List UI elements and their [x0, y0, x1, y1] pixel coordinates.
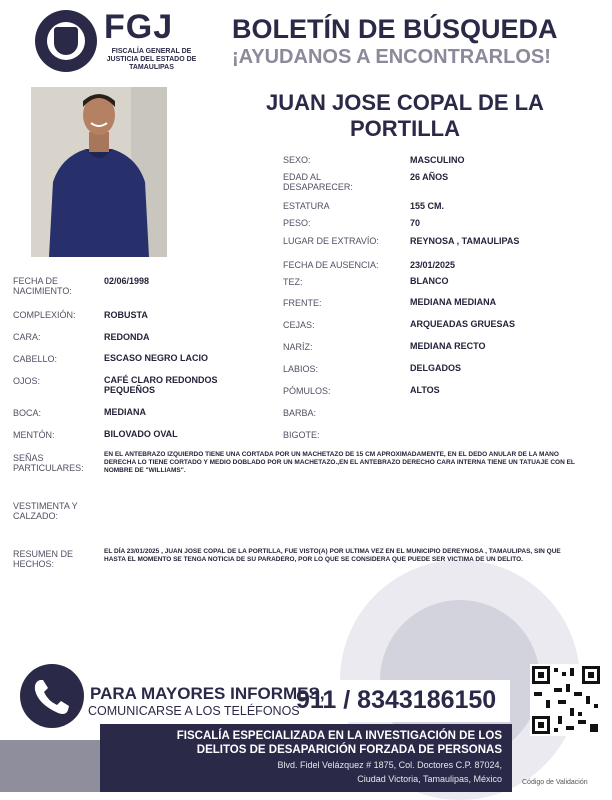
- validation-qr-code[interactable]: [530, 664, 602, 736]
- field-label-lugar: LUGAR DE EXTRAVÍO:: [283, 236, 379, 246]
- field-label-cara: CARA:: [13, 332, 41, 342]
- senas-label: SEÑAS PARTICULARES:: [13, 453, 84, 473]
- field-value-pomulos: ALTOS: [410, 385, 440, 395]
- field-value-cabello: ESCASO NEGRO LACIO: [104, 353, 209, 363]
- field-label-fecha-ausencia: FECHA DE AUSENCIA:: [283, 260, 379, 270]
- field-label-cabello: CABELLO:: [13, 354, 58, 364]
- field-value-cejas: ARQUEADAS GRUESAS: [410, 319, 516, 329]
- field-label-barba: BARBA:: [283, 408, 317, 418]
- field-value-ojos: CAFÉ CLARO REDONDOS PEQUEÑOS: [104, 375, 218, 395]
- field-label-complexion: COMPLEXIÓN:: [13, 310, 76, 320]
- field-value-estatura: 155 CM.: [410, 201, 445, 211]
- field-label-tez: TEZ:: [283, 277, 303, 287]
- field-label-labios: LABIOS:: [283, 364, 319, 374]
- field-value-frente: MEDIANA MEDIANA: [410, 297, 497, 307]
- field-value-menton: BILOVADO OVAL: [104, 429, 178, 439]
- field-label-ojos: OJOS:: [13, 376, 41, 386]
- field-label-edad: EDAD AL DESAPARECER:: [283, 172, 353, 192]
- field-value-boca: MEDIANA: [104, 407, 146, 417]
- field-label-sexo: SEXO:: [283, 155, 311, 165]
- field-value-labios: DELGADOS: [410, 363, 462, 373]
- field-value-edad: 26 AÑOS: [410, 172, 449, 182]
- footer-line4: Ciudad Victoria, Tamaulipas, México: [357, 774, 502, 784]
- field-label-menton: MENTÓN:: [13, 430, 55, 440]
- phone-icon: [20, 664, 84, 728]
- resumen-value: EL DÍA 23/01/2025 , JUAN JOSE COPAL DE LA PORTILLA, FUE VISTO(A) POR ULTIMA VEZ EN EL MUNICIPIO DEREYNOSA , TAMAULIPAS, SIN QUE HASTA EL MOMENTO SE TENGA NOTICIA DE SU PARADERO, POR LO QUE SE CONSIDERA QUE PUEDE SER VICTIMA DE UN DELITO.: [104, 548, 561, 563]
- field-label-frente: FRENTE:: [283, 298, 322, 308]
- footer-line3: Blvd. Fidel Velázquez # 1875, Col. Doctores C.P. 87024,: [277, 760, 502, 770]
- org-short-name: FGJ: [104, 8, 174, 46]
- field-value-peso: 70: [410, 218, 421, 228]
- missing-person-photo: [31, 87, 167, 257]
- field-value-fecha-ausencia: 23/01/2025: [410, 260, 456, 270]
- field-value-sexo: MASCULINO: [410, 155, 465, 165]
- fgj-seal-logo: [35, 10, 97, 72]
- bulletin-subtitle: ¡AYUDANOS A ENCONTRARLOS!: [232, 46, 551, 68]
- person-name: JUAN JOSE COPAL DE LA PORTILLA: [266, 90, 544, 141]
- footer-line2: DELITOS DE DESAPARICIÓN FORZADA DE PERSONAS: [196, 744, 502, 756]
- contact-line1: PARA MAYORES INFORMES,: [90, 684, 325, 703]
- field-label-estatura: ESTATURA: [283, 201, 330, 211]
- field-label-boca: BOCA:: [13, 408, 42, 418]
- qr-label: Código de Validación: [522, 779, 588, 786]
- bulletin-title: BOLETÍN DE BÚSQUEDA: [232, 14, 558, 44]
- contact-line2: COMUNICARSE A LOS TELÉFONOS: [88, 704, 300, 718]
- field-label-cejas: CEJAS:: [283, 320, 315, 330]
- vestimenta-label: VESTIMENTA Y CALZADO:: [13, 501, 78, 521]
- field-label-pomulos: PÓMULOS:: [283, 386, 331, 396]
- footer-accent: [0, 740, 100, 792]
- resumen-label: RESUMEN DE HECHOS:: [13, 549, 74, 569]
- contact-phones[interactable]: 911 / 8343186150: [296, 686, 497, 714]
- field-label-nacimiento: FECHA DE NACIMIENTO:: [13, 276, 72, 296]
- footer-line1: FISCALÍA ESPECIALIZADA EN LA INVESTIGACIÓN DE LOS: [176, 730, 502, 742]
- field-label-bigote: BIGOTE:: [283, 430, 320, 440]
- field-value-cara: REDONDA: [104, 332, 150, 342]
- field-label-peso: PESO:: [283, 218, 311, 228]
- field-value-nariz: MEDIANA RECTO: [410, 341, 486, 351]
- field-value-tez: BLANCO: [410, 276, 449, 286]
- field-label-nariz: NARÍZ:: [283, 342, 313, 352]
- field-value-complexion: ROBUSTA: [104, 310, 148, 320]
- field-value-lugar: REYNOSA , TAMAULIPAS: [410, 236, 520, 246]
- org-full-name: FISCALÍA GENERAL DE JUSTICIA DEL ESTADO DE TAMAULIPAS: [106, 48, 197, 71]
- senas-value: EN EL ANTEBRAZO IZQUIERDO TIENE UNA CORTADA POR UN MACHETAZO DE 15 CM APROXIMADAMENTE, EN EL DEDO ANULAR DE LA MANO DERECHA LO TIENE CORTADO Y MEDIO DOBLADO POR UN MACHETAZO.,EN EL ANTEBRAZO DERECHO CARA INTERNA TIENE UN TATUAJE CON EL NOMBRE DE "WILLIAMS".: [104, 451, 575, 474]
- field-value-nacimiento: 02/06/1998: [104, 276, 150, 286]
